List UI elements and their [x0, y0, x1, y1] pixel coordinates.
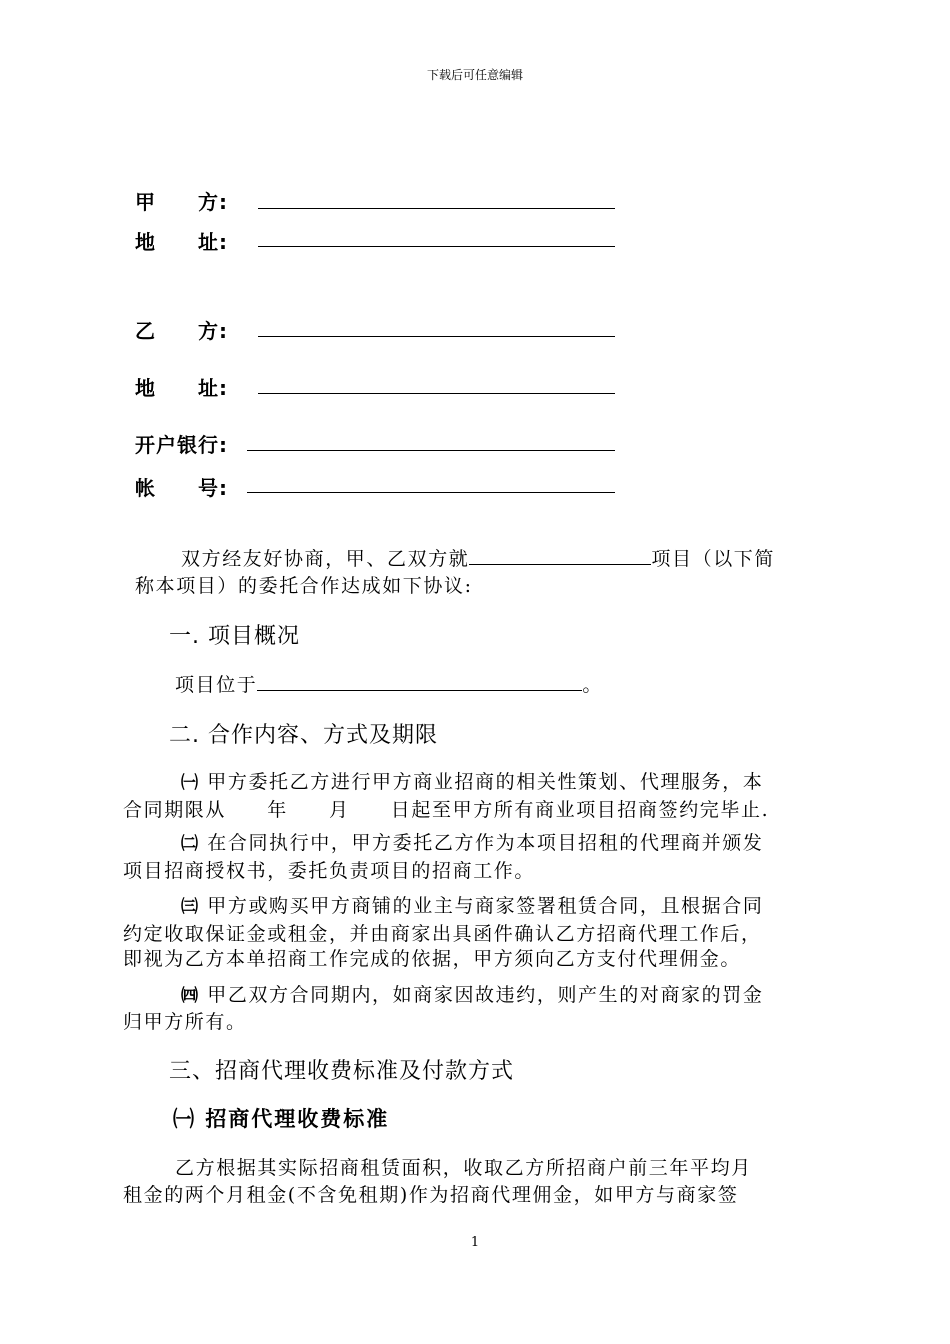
item-1-line-1 — [181, 768, 763, 798]
party-b-address-blank[interactable] — [258, 393, 615, 394]
party-a-blank[interactable] — [258, 208, 615, 209]
section-3-sub-title: 招商代理收费标准 — [205, 1107, 390, 1131]
item-2-line-2: 项目招商授权书，委托负责项目的招商工作。 — [123, 860, 536, 882]
intro-line-2: 称本项目）的委托合作达成如下协议: — [135, 575, 473, 597]
project-name-blank[interactable] — [469, 544, 651, 565]
section-2-heading: 二. 合作内容、方式及期限 — [169, 723, 438, 748]
section-1-heading: 一. 项目概况 — [169, 624, 300, 649]
bank-label: 开户银行: — [135, 433, 228, 457]
item-4-text-1: 甲乙双方合同期内，如商家因故违约，则产生的对商家的罚金 — [207, 984, 764, 1006]
party-b-label: 乙 方: — [135, 319, 228, 343]
account-blank[interactable] — [247, 492, 615, 493]
bank-blank[interactable] — [247, 450, 615, 451]
party-b-address-label: 地 址: — [135, 376, 228, 400]
item-2-text-1: 在合同执行中，甲方委托乙方作为本项目招租的代理商并颁发 — [207, 832, 764, 854]
party-b-blank[interactable] — [258, 336, 615, 337]
intro-line-1-before: 双方经友好协商，甲、乙双方就 — [181, 548, 470, 570]
intro-line-1-after: 项目（以下简 — [651, 548, 776, 570]
intro-line-1 — [181, 544, 775, 574]
item-4-line-1 — [181, 981, 763, 1011]
fee-para-line-1: 乙方根据其实际招商租赁面积，收取乙方所招商户前三年平均月 — [175, 1157, 752, 1179]
location-line — [175, 670, 603, 700]
section-3-subheading — [173, 1103, 389, 1133]
item-4-number: ㈣ — [181, 986, 200, 1006]
item-1-text-1: 甲方委托乙方进行甲方商业招商的相关性策划、代理服务，本 — [207, 771, 764, 793]
item-2-number: ㈡ — [181, 834, 200, 854]
header-note: 下载后可任意编辑 — [426, 68, 523, 82]
item-2-line-1 — [181, 829, 763, 859]
item-3-line-3: 即视为乙方本单招商工作完成的依据，甲方须向乙方支付代理佣金。 — [123, 948, 742, 970]
item-1-number: ㈠ — [181, 773, 200, 793]
page-number: 1 — [470, 1235, 480, 1250]
account-label: 帐 号: — [135, 476, 228, 500]
item-3-text-1: 甲方或购买甲方商铺的业主与商家签署租赁合同，且根据合同 — [207, 895, 764, 917]
fee-para-line-2: 租金的两个月租金(不含免租期)作为招商代理佣金，如甲方与商家签 — [123, 1184, 739, 1206]
item-3-number: ㈢ — [181, 897, 200, 917]
location-blank[interactable] — [257, 670, 582, 691]
item-1-line-2: 合同期限从 年 月 日起至甲方所有商业项目招商签约完毕止. — [123, 799, 770, 821]
location-prefix: 项目位于 — [175, 674, 258, 696]
party-a-address-label: 地 址: — [135, 230, 228, 254]
item-4-line-2: 归甲方所有。 — [123, 1011, 247, 1033]
party-a-address-blank[interactable] — [258, 246, 615, 247]
section-3-heading: 三、招商代理收费标准及付款方式 — [169, 1059, 515, 1084]
item-3-line-2: 约定收取保证金或租金，并由商家出具函件确认乙方招商代理工作后， — [123, 923, 762, 945]
item-3-line-1 — [181, 892, 763, 922]
section-3-sub-number: ㈠ — [173, 1107, 196, 1131]
party-a-label: 甲 方: — [135, 190, 228, 214]
location-suffix: 。 — [582, 674, 604, 696]
